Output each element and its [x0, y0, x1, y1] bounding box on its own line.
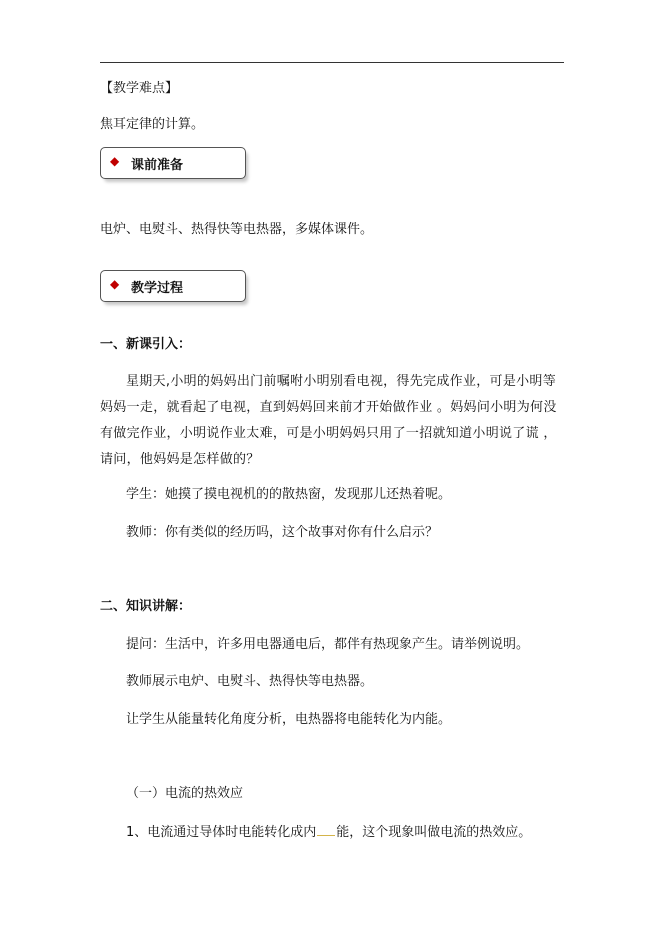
fill-blank [317, 821, 335, 836]
item-1-text-after: 能，这个现象叫做电流的热效应。 [336, 825, 532, 840]
teacher-line: 教师：你有类似的经历吗，这个故事对你有什么启示？ [126, 525, 439, 540]
student-line: 学生：她摸了摸电视机的的散热窗，发现那儿还热着呢。 [126, 487, 452, 502]
question-line: 提问：生活中，许多用电器通电后，都伴有热现象产生。请举例说明。 [126, 637, 530, 652]
difficulty-heading: 【教学难点】 [100, 81, 179, 96]
subsection-heading: （一）电流的热效应 [126, 786, 244, 801]
diamond-icon: ◆ [110, 154, 120, 168]
knowledge-heading: 二、知识讲解： [100, 599, 192, 614]
prep-section-box [100, 147, 246, 179]
difficulty-text: 焦耳定律的计算。 [100, 117, 205, 132]
demo-line: 教师展示电炉、电熨斗、热得快等电热器。 [126, 674, 374, 689]
process-section-box [100, 270, 246, 302]
prep-box-label: 课前准备 [131, 158, 184, 173]
intro-heading: 一、新课引入： [100, 337, 192, 352]
analysis-line: 让学生从能量转化角度分析，电热器将电能转化为内能。 [126, 712, 452, 727]
item-1 [126, 821, 531, 843]
item-1-text-before: 1、电流通过导体时电能转化成内 [126, 825, 317, 840]
intro-paragraph: 星期天,小明的妈妈出门前嘱咐小明别看电视，得先完成作业，可是小明等妈妈一走，就看起了电视，直到妈妈回来前才开始做作业 。妈妈问小明为何没有做完作业，小明说作业太难，可是小明妈妈只用了一招就知道小明说了谎 ，请问，他妈妈是怎样做的？ [100, 374, 557, 467]
diamond-icon: ◆ [110, 277, 120, 291]
header-divider [100, 62, 564, 63]
prep-text: 电炉、电熨斗、热得快等电热器，多媒体课件。 [100, 222, 374, 237]
process-box-label: 教学过程 [131, 281, 184, 296]
